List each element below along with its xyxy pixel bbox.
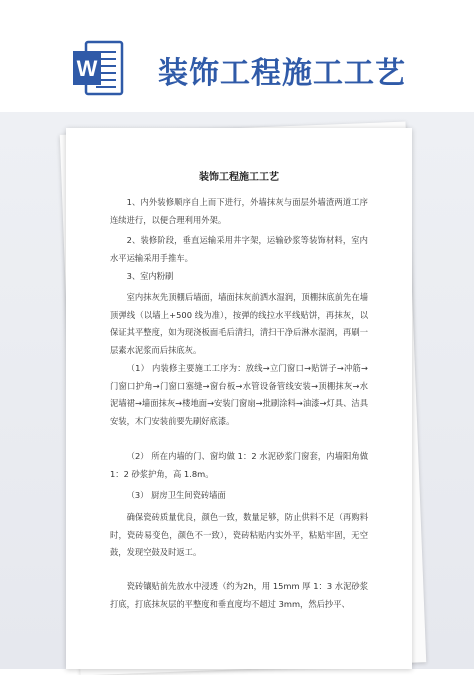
word-document-icon xyxy=(72,40,124,96)
paragraph-1: 1、内外装修顺序自上而下进行，外墙抹灰与面层外墙渣两道工序连续进行，以便合理利用外架。 xyxy=(110,197,368,225)
word-icon-letter: W xyxy=(76,56,98,81)
paragraph-6: （2） 所在内墙的门、窗均做 1：2 水泥砂浆门窗套，内墙阳角做 1：2 砂浆护角，高 1.8m。 xyxy=(110,451,368,479)
paragraph-2: 2、装修阶段，垂直运输采用井字架，运输砂浆等装饰材料，室内水平运输采用手推车。 xyxy=(110,235,368,263)
paragraph-8: 确保瓷砖质量优良，颜色一致，数量足够，防止供料不足（再购料时，瓷砖易变色，颜色不一致），瓷砖粘贴内实外平，粘贴牢固，无空鼓，发现空鼓及时返工。 xyxy=(110,512,368,557)
paragraph-4: 室内抹灰先顶棚后墙面，墙面抹灰前洒水湿润，顶棚抹底前先在墙顶弹线（以墙上+500 线为准），按弹的线拉水平线贴饼，再抹灰，以保证其平整度，如为现浇板面毛后清扫，清扫干净后淋水湿润，再刷一层素水泥浆而后抹底灰。 xyxy=(110,292,368,355)
header-title: 装饰工程施工工艺 xyxy=(158,56,406,91)
header-banner xyxy=(0,0,474,110)
paragraph-9: 瓷砖镶贴前先放水中浸透（约为2h，用 15mm 厚 1：3 水泥砂浆打底，打底抹灰层的平整度和垂直度均不超过 3mm，然后抄平、 xyxy=(110,581,368,609)
paragraph-3: 3、室内粉刷 xyxy=(126,271,174,281)
document-page xyxy=(66,128,412,669)
document-title: 装饰工程施工工艺 xyxy=(199,172,279,183)
paragraph-7: （3） 厨房卫生间瓷砖墙面 xyxy=(126,490,226,500)
paragraph-5: （1） 内装修主要施工工序为：放线→立门窗口→贴饼子→冲筋→门窗口护角→门窗口塞缝→窗台板→水管设备管线安装→顶棚抹灰→水泥墙裙→墙面抹灰→楼地面→安装门窗扇→批刷涂料→油漆→灯具、洁具安装，木门安装前要先刷好底漆。 xyxy=(110,363,368,426)
